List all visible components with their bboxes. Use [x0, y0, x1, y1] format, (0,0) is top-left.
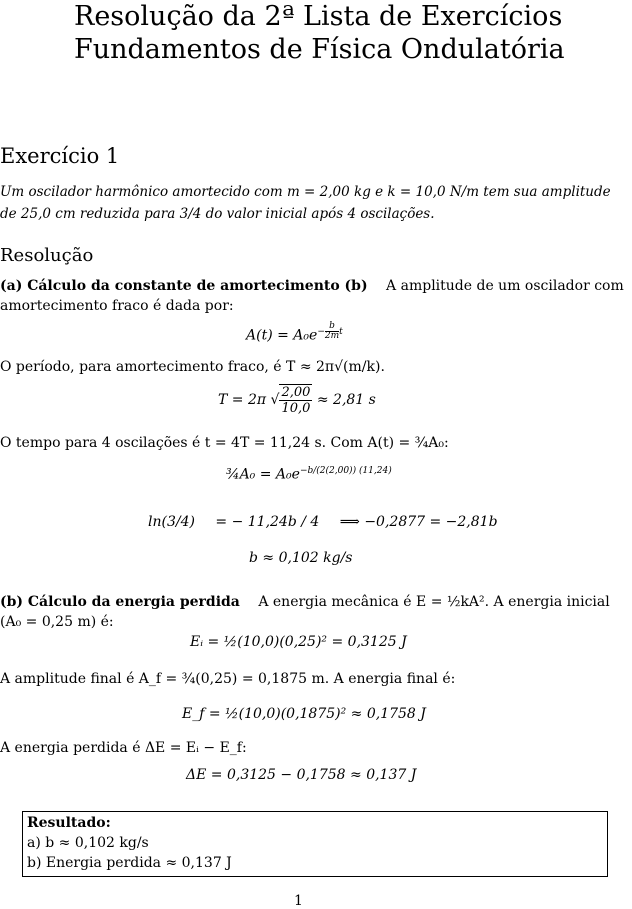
problem-statement: Um oscilador harmônico amortecido com m = 2,00 kg e k = 10,0 N/m tem sua amplitude de 25,0 cm reduzida para 3/4 do valor inicial após 4 oscilações. — [0, 184, 611, 222]
part-a-title: (a) Cálculo da constante de amortecimento (b) — [0, 278, 368, 294]
eq-period-num: 2,00 — [281, 385, 311, 400]
final-amplitude-text: A amplitude final é A_f = ¾(0,25) = 0,1875 m. A energia final é: — [0, 671, 456, 687]
eq-amplitude-exp-num: b — [325, 322, 339, 332]
equation-amplitude: $A(t) = A_0e^{- \frac{b}{2m}t}$ — [246, 321, 343, 344]
eq-period-result: ≈ 2,81 s — [316, 392, 376, 408]
eq-ratio-exp: −b/(2(2,00)) (11,24) — [299, 466, 392, 476]
eq-amplitude-exp-den: 2m — [324, 331, 340, 341]
part-b-text-1: A energia mecânica é E = ½kA². A energia inicial — [258, 594, 610, 610]
eq-ln-right: ⟹ −0,2877 = −2,81b — [339, 514, 498, 530]
eq-ln-mid: = − 11,24b / 4 — [215, 514, 320, 530]
equation-ln — [148, 514, 498, 530]
result-a: a) b ≈ 0,102 kg/s — [27, 835, 149, 851]
part-b-text-2: (A₀ = 0,25 m) é: — [0, 614, 114, 630]
document-title — [74, 0, 565, 66]
eq-amplitude-base: A(t) = A₀e — [246, 327, 318, 344]
equation-b-result: b ≈ 0,102 kg/s — [249, 550, 353, 566]
equation-initial-energy: Eᵢ = ½(10,0)(0,25)² = 0,3125 J — [190, 634, 407, 650]
eq-ln-left: ln(3/4) — [148, 514, 195, 530]
part-a-text-1: A amplitude de um oscilador com — [386, 278, 624, 294]
eq-ratio-base: ¾A₀ = A₀e — [226, 466, 300, 483]
page-number: 1 — [294, 893, 303, 909]
energy-lost-text: A energia perdida é ΔE = Eᵢ − E_f: — [0, 740, 247, 756]
part-a-line-1 — [0, 276, 624, 296]
result-b: b) Energia perdida ≈ 0,137 J — [27, 855, 232, 871]
part-a-text-2: amortecimento fraco é dada por: — [0, 298, 234, 314]
equation-period: T = 2π √ $\frac{2,00}{10,0}$ ≈ 2,81 s — [218, 385, 376, 416]
period-text: O período, para amortecimento fraco, é T ≈ 2π√(m/k). — [0, 359, 385, 375]
title-line-2: Fundamentos de Física Ondulatória — [74, 34, 565, 65]
part-b-line-1 — [0, 592, 610, 612]
eq-period-left: T = 2π — [218, 392, 267, 408]
equation-ratio — [226, 466, 392, 483]
exercise-heading: Exercício 1 — [0, 144, 120, 168]
result-title: Resultado: — [27, 815, 111, 831]
time-text: O tempo para 4 oscilações é t = 4T = 11,24 s. Com A(t) = ¾A₀: — [0, 435, 449, 451]
equation-final-energy: E_f = ½(10,0)(0,1875)² ≈ 0,1758 J — [182, 706, 426, 722]
resolution-heading: Resolução — [0, 245, 94, 266]
result-box — [22, 811, 608, 877]
title-line-1: Resolução da 2ª Lista de Exercícios — [74, 1, 563, 32]
eq-period-den: 10,0 — [281, 401, 311, 416]
equation-energy-lost: ΔE = 0,3125 − 0,1758 ≈ 0,137 J — [186, 767, 417, 783]
part-b-title: (b) Cálculo da energia perdida — [0, 594, 240, 610]
